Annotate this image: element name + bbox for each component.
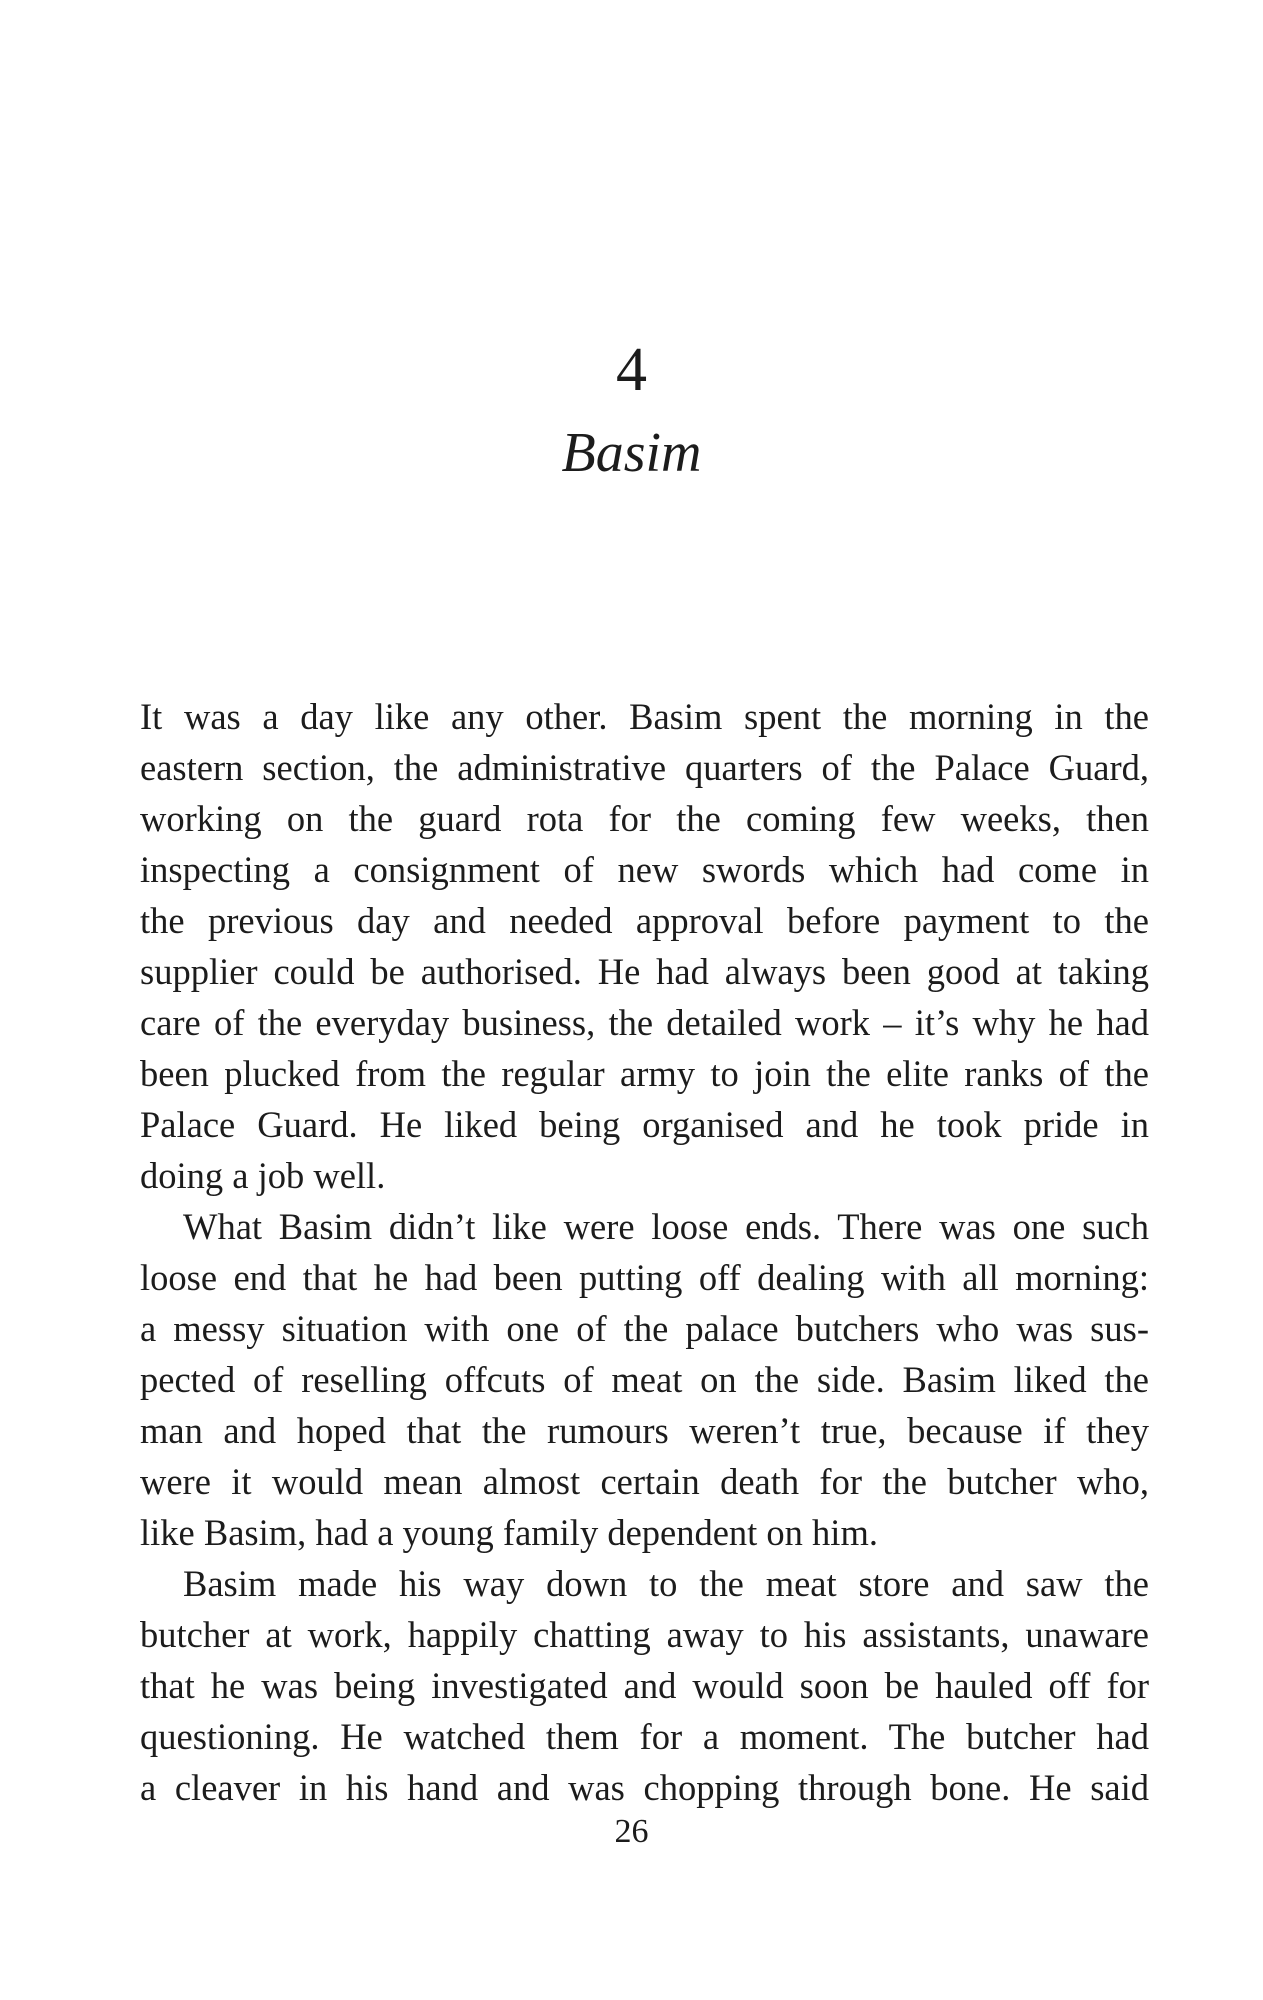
text-line: What Basim didn’t like were loose ends. There was one such: [183, 1206, 1149, 1247]
paragraph-1: [140, 691, 1149, 1201]
paragraph-3: [140, 1558, 1149, 1813]
text-line: like Basim, had a young family dependent on him.: [140, 1512, 878, 1553]
text-line: Basim made his way down to the meat store and saw the: [183, 1563, 1149, 1604]
text-line: care of the everyday business, the detailed work – it’s why he had: [140, 1002, 1149, 1043]
paragraph-2: [140, 1201, 1149, 1558]
text-line: butcher at work, happily chatting away to his assistants, unaware: [140, 1614, 1149, 1655]
text-line: been plucked from the regular army to join the elite ranks of the: [140, 1053, 1149, 1094]
text-line: man and hoped that the rumours weren’t true, because if they: [140, 1410, 1149, 1451]
text-line: working on the guard rota for the coming few weeks, then: [140, 798, 1149, 839]
text-line: a cleaver in his hand and was chopping through bone. He said: [140, 1767, 1149, 1808]
body-text: [140, 691, 1149, 1813]
chapter-title: Basim: [561, 422, 702, 484]
text-line: loose end that he had been putting off dealing with all morning:: [140, 1257, 1149, 1298]
text-line: a messy situation with one of the palace butchers who was sus-: [140, 1308, 1149, 1349]
text-line: supplier could be authorised. He had always been good at taking: [140, 951, 1149, 992]
text-line: It was a day like any other. Basim spent the morning in the: [140, 696, 1149, 737]
text-line: eastern section, the administrative quarters of the Palace Guard,: [140, 747, 1149, 788]
text-line: the previous day and needed approval before payment to the: [140, 900, 1149, 941]
page-number: 26: [614, 1813, 649, 1850]
text-line: Palace Guard. He liked being organised and he took pride in: [140, 1104, 1149, 1145]
text-line: pected of reselling offcuts of meat on the side. Basim liked the: [140, 1359, 1149, 1400]
text-line: were it would mean almost certain death for the butcher who,: [140, 1461, 1149, 1502]
text-line: questioning. He watched them for a moment. The butcher had: [140, 1716, 1149, 1757]
text-line: inspecting a consignment of new swords which had come in: [140, 849, 1149, 890]
chapter-number: 4: [616, 336, 647, 404]
text-line: that he was being investigated and would soon be hauled off for: [140, 1665, 1149, 1706]
text-line: doing a job well.: [140, 1155, 386, 1196]
